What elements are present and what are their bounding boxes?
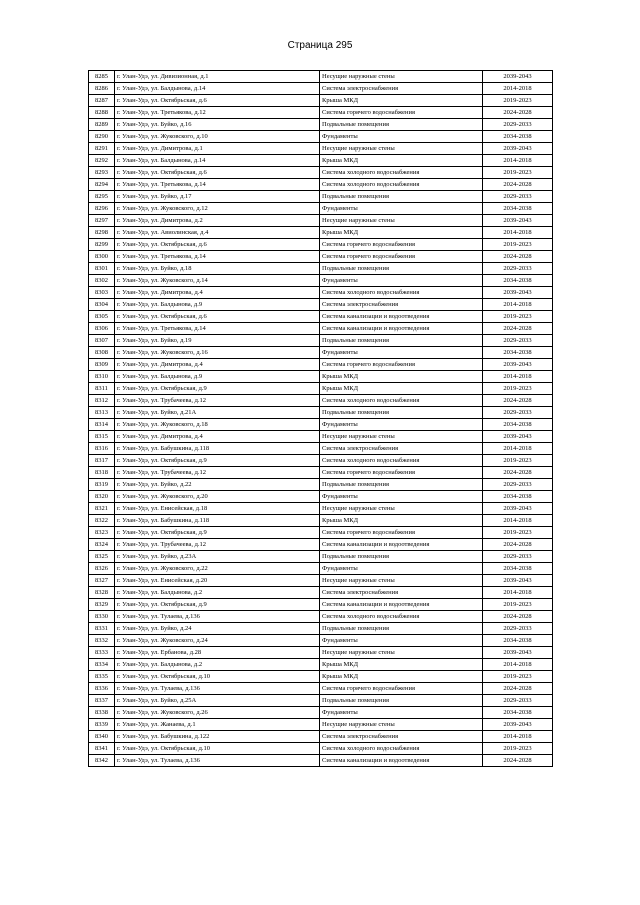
- work-type-cell: Фундаменты: [320, 131, 483, 143]
- row-number-cell: 8298: [89, 227, 115, 239]
- row-number-cell: 8306: [89, 323, 115, 335]
- period-cell: 2019-2023: [483, 599, 553, 611]
- row-number-cell: 8321: [89, 503, 115, 515]
- row-number-cell: 8286: [89, 83, 115, 95]
- table-row: [89, 515, 553, 527]
- row-number-cell: 8312: [89, 395, 115, 407]
- work-type-cell: Крыша МКД: [320, 155, 483, 167]
- address-cell: г. Улан-Удэ, ул. Балдынова, д.2: [115, 587, 320, 599]
- work-type-cell: Система горячего водоснабжения: [320, 527, 483, 539]
- row-number-cell: 8319: [89, 479, 115, 491]
- work-type-cell: Подвальные помещения: [320, 695, 483, 707]
- address-cell: г. Улан-Удэ, ул. Третьякова, д.14: [115, 179, 320, 191]
- address-cell: г. Улан-Удэ, ул. Енисейская, д.18: [115, 503, 320, 515]
- period-cell: 2019-2023: [483, 239, 553, 251]
- period-cell: 2019-2023: [483, 95, 553, 107]
- work-type-cell: Система канализации и водоотведения: [320, 323, 483, 335]
- row-number-cell: 8334: [89, 659, 115, 671]
- table-row: [89, 623, 553, 635]
- table-row: [89, 383, 553, 395]
- table-row: [89, 467, 553, 479]
- row-number-cell: 8285: [89, 71, 115, 83]
- address-cell: г. Улан-Удэ, ул. Буйко, д.21А: [115, 407, 320, 419]
- period-cell: 2014-2018: [483, 587, 553, 599]
- work-type-cell: Несущие наружные стены: [320, 719, 483, 731]
- repair-schedule-table: [88, 70, 553, 767]
- table-row: [89, 335, 553, 347]
- table-row: [89, 635, 553, 647]
- row-number-cell: 8309: [89, 359, 115, 371]
- work-type-cell: Система канализации и водоотведения: [320, 599, 483, 611]
- address-cell: г. Улан-Удэ, ул. Жуковского, д.26: [115, 707, 320, 719]
- address-cell: г. Улан-Удэ, ул. Третьякова, д.14: [115, 251, 320, 263]
- row-number-cell: 8322: [89, 515, 115, 527]
- table-row: [89, 575, 553, 587]
- work-type-cell: Подвальные помещения: [320, 191, 483, 203]
- address-cell: г. Улан-Удэ, ул. Жуковского, д.12: [115, 203, 320, 215]
- work-type-cell: Система горячего водоснабжения: [320, 359, 483, 371]
- period-cell: 2039-2043: [483, 359, 553, 371]
- period-cell: 2014-2018: [483, 659, 553, 671]
- table-row: [89, 119, 553, 131]
- address-cell: г. Улан-Удэ, ул. Тулаева, д.136: [115, 755, 320, 767]
- table-row: [89, 455, 553, 467]
- work-type-cell: Система горячего водоснабжения: [320, 683, 483, 695]
- row-number-cell: 8336: [89, 683, 115, 695]
- work-type-cell: Крыша МКД: [320, 515, 483, 527]
- row-number-cell: 8339: [89, 719, 115, 731]
- table-row: [89, 227, 553, 239]
- row-number-cell: 8291: [89, 143, 115, 155]
- work-type-cell: Фундаменты: [320, 707, 483, 719]
- table-row: [89, 371, 553, 383]
- period-cell: 2034-2038: [483, 131, 553, 143]
- address-cell: г. Улан-Удэ, ул. Октябрьская, д.6: [115, 239, 320, 251]
- table-row: [89, 551, 553, 563]
- work-type-cell: Система электроснабжения: [320, 443, 483, 455]
- period-cell: 2019-2023: [483, 167, 553, 179]
- work-type-cell: Система холодного водоснабжения: [320, 287, 483, 299]
- work-type-cell: Несущие наружные стены: [320, 503, 483, 515]
- work-type-cell: Система электроснабжения: [320, 587, 483, 599]
- row-number-cell: 8325: [89, 551, 115, 563]
- work-type-cell: Подвальные помещения: [320, 479, 483, 491]
- address-cell: г. Улан-Удэ, ул. Жуковского, д.18: [115, 419, 320, 431]
- work-type-cell: Подвальные помещения: [320, 119, 483, 131]
- table-row: [89, 71, 553, 83]
- address-cell: г. Улан-Удэ, ул. Октябрьская, д.9: [115, 599, 320, 611]
- row-number-cell: 8310: [89, 371, 115, 383]
- address-cell: г. Улан-Удэ, ул. Октябрьская, д.6: [115, 311, 320, 323]
- period-cell: 2019-2023: [483, 455, 553, 467]
- period-cell: 2029-2033: [483, 479, 553, 491]
- period-cell: 2024-2028: [483, 323, 553, 335]
- work-type-cell: Фундаменты: [320, 563, 483, 575]
- work-type-cell: Несущие наружные стены: [320, 143, 483, 155]
- work-type-cell: Крыша МКД: [320, 659, 483, 671]
- period-cell: 2019-2023: [483, 383, 553, 395]
- period-cell: 2024-2028: [483, 251, 553, 263]
- period-cell: 2024-2028: [483, 683, 553, 695]
- period-cell: 2034-2038: [483, 347, 553, 359]
- row-number-cell: 8305: [89, 311, 115, 323]
- period-cell: 2029-2033: [483, 695, 553, 707]
- table-row: [89, 743, 553, 755]
- table-row: [89, 83, 553, 95]
- table-row: [89, 287, 553, 299]
- table-row: [89, 491, 553, 503]
- table-row: [89, 251, 553, 263]
- table-row: [89, 263, 553, 275]
- table-row: [89, 719, 553, 731]
- address-cell: г. Улан-Удэ, ул. Третьякова, д.12: [115, 107, 320, 119]
- table-row: [89, 143, 553, 155]
- work-type-cell: Крыша МКД: [320, 227, 483, 239]
- address-cell: г. Улан-Удэ, ул. Бабушкина, д.118: [115, 515, 320, 527]
- address-cell: г. Улан-Удэ, ул. Балдынова, д.2: [115, 659, 320, 671]
- work-type-cell: Система холодного водоснабжения: [320, 743, 483, 755]
- row-number-cell: 8323: [89, 527, 115, 539]
- address-cell: г. Улан-Удэ, ул. Димитрова, д.4: [115, 359, 320, 371]
- period-cell: 2024-2028: [483, 179, 553, 191]
- address-cell: г. Улан-Удэ, ул. Дивизионная, д.1: [115, 71, 320, 83]
- work-type-cell: Система канализации и водоотведения: [320, 539, 483, 551]
- work-type-cell: Фундаменты: [320, 635, 483, 647]
- address-cell: г. Улан-Удэ, ул. Ербанова, д.28: [115, 647, 320, 659]
- table-row: [89, 707, 553, 719]
- period-cell: 2039-2043: [483, 143, 553, 155]
- period-cell: 2014-2018: [483, 155, 553, 167]
- work-type-cell: Система горячего водоснабжения: [320, 239, 483, 251]
- work-type-cell: Крыша МКД: [320, 95, 483, 107]
- work-type-cell: Система холодного водоснабжения: [320, 179, 483, 191]
- period-cell: 2019-2023: [483, 311, 553, 323]
- period-cell: 2024-2028: [483, 755, 553, 767]
- period-cell: 2029-2033: [483, 623, 553, 635]
- row-number-cell: 8289: [89, 119, 115, 131]
- table-row: [89, 167, 553, 179]
- period-cell: 2029-2033: [483, 263, 553, 275]
- address-cell: г. Улан-Удэ, ул. Димитрова, д.1: [115, 143, 320, 155]
- work-type-cell: Подвальные помещения: [320, 335, 483, 347]
- table-row: [89, 659, 553, 671]
- address-cell: г. Улан-Удэ, ул. Балдынова, д.9: [115, 299, 320, 311]
- row-number-cell: 8316: [89, 443, 115, 455]
- address-cell: г. Улан-Удэ, ул. Жуковского, д.10: [115, 131, 320, 143]
- table-row: [89, 107, 553, 119]
- table-row: [89, 131, 553, 143]
- table-row: [89, 611, 553, 623]
- row-number-cell: 8333: [89, 647, 115, 659]
- row-number-cell: 8342: [89, 755, 115, 767]
- table-row: [89, 275, 553, 287]
- address-cell: г. Улан-Удэ, ул. Енисейская, д.20: [115, 575, 320, 587]
- table-row: [89, 215, 553, 227]
- period-cell: 2019-2023: [483, 743, 553, 755]
- table-row: [89, 347, 553, 359]
- address-cell: г. Улан-Удэ, ул. Буйко, д.25А: [115, 695, 320, 707]
- period-cell: 2034-2038: [483, 203, 553, 215]
- row-number-cell: 8303: [89, 287, 115, 299]
- address-cell: г. Улан-Удэ, ул. Димитрова, д.4: [115, 431, 320, 443]
- period-cell: 2014-2018: [483, 515, 553, 527]
- period-cell: 2039-2043: [483, 575, 553, 587]
- work-type-cell: Система горячего водоснабжения: [320, 251, 483, 263]
- work-type-cell: Система канализации и водоотведения: [320, 311, 483, 323]
- period-cell: 2024-2028: [483, 467, 553, 479]
- work-type-cell: Несущие наружные стены: [320, 431, 483, 443]
- row-number-cell: 8304: [89, 299, 115, 311]
- row-number-cell: 8337: [89, 695, 115, 707]
- address-cell: г. Улан-Удэ, ул. Буйко, д.24: [115, 623, 320, 635]
- row-number-cell: 8307: [89, 335, 115, 347]
- work-type-cell: Крыша МКД: [320, 371, 483, 383]
- address-cell: г. Улан-Удэ, ул. Балдынова, д.9: [115, 371, 320, 383]
- period-cell: 2029-2033: [483, 335, 553, 347]
- period-cell: 2014-2018: [483, 443, 553, 455]
- row-number-cell: 8287: [89, 95, 115, 107]
- address-cell: г. Улан-Удэ, ул. Октябрьская, д.9: [115, 527, 320, 539]
- table-row: [89, 323, 553, 335]
- work-type-cell: Несущие наружные стены: [320, 215, 483, 227]
- address-cell: г. Улан-Удэ, ул. Буйко, д.18: [115, 263, 320, 275]
- address-cell: г. Улан-Удэ, ул. Трубачеева, д.12: [115, 539, 320, 551]
- period-cell: 2014-2018: [483, 299, 553, 311]
- address-cell: г. Улан-Удэ, ул. Балдынова, д.14: [115, 155, 320, 167]
- period-cell: 2039-2043: [483, 215, 553, 227]
- row-number-cell: 8326: [89, 563, 115, 575]
- period-cell: 2014-2018: [483, 371, 553, 383]
- row-number-cell: 8308: [89, 347, 115, 359]
- period-cell: 2014-2018: [483, 731, 553, 743]
- work-type-cell: Фундаменты: [320, 203, 483, 215]
- table-row: [89, 671, 553, 683]
- row-number-cell: 8290: [89, 131, 115, 143]
- table-row: [89, 395, 553, 407]
- period-cell: 2014-2018: [483, 227, 553, 239]
- row-number-cell: 8320: [89, 491, 115, 503]
- address-cell: г. Улан-Удэ, ул. Буйко, д.22: [115, 479, 320, 491]
- table-row: [89, 503, 553, 515]
- work-type-cell: Подвальные помещения: [320, 623, 483, 635]
- work-type-cell: Система электроснабжения: [320, 299, 483, 311]
- period-cell: 2034-2038: [483, 419, 553, 431]
- table-row: [89, 311, 553, 323]
- work-type-cell: Подвальные помещения: [320, 551, 483, 563]
- address-cell: г. Улан-Удэ, ул. Третьякова, д.14: [115, 323, 320, 335]
- row-number-cell: 8300: [89, 251, 115, 263]
- row-number-cell: 8335: [89, 671, 115, 683]
- row-number-cell: 8332: [89, 635, 115, 647]
- period-cell: 2039-2043: [483, 719, 553, 731]
- address-cell: г. Улан-Удэ, ул. Димитрова, д.4: [115, 287, 320, 299]
- period-cell: 2024-2028: [483, 107, 553, 119]
- page-title: Страница 295: [287, 40, 353, 51]
- table-row: [89, 731, 553, 743]
- period-cell: 2019-2023: [483, 671, 553, 683]
- table-row: [89, 95, 553, 107]
- work-type-cell: Система холодного водоснабжения: [320, 167, 483, 179]
- work-type-cell: Несущие наружные стены: [320, 575, 483, 587]
- row-number-cell: 8324: [89, 539, 115, 551]
- row-number-cell: 8299: [89, 239, 115, 251]
- address-cell: г. Улан-Удэ, ул. Октябрьская, д.6: [115, 167, 320, 179]
- period-cell: 2039-2043: [483, 431, 553, 443]
- table-row: [89, 539, 553, 551]
- row-number-cell: 8315: [89, 431, 115, 443]
- address-cell: г. Улан-Удэ, ул. Тулаева, д.136: [115, 683, 320, 695]
- work-type-cell: Фундаменты: [320, 419, 483, 431]
- row-number-cell: 8331: [89, 623, 115, 635]
- row-number-cell: 8328: [89, 587, 115, 599]
- address-cell: г. Улан-Удэ, ул. Жуковского, д.22: [115, 563, 320, 575]
- period-cell: 2034-2038: [483, 491, 553, 503]
- address-cell: г. Улан-Удэ, ул. Буйко, д.23А: [115, 551, 320, 563]
- row-number-cell: 8329: [89, 599, 115, 611]
- address-cell: г. Улан-Удэ, ул. Балдынова, д.14: [115, 83, 320, 95]
- period-cell: 2034-2038: [483, 275, 553, 287]
- work-type-cell: Система холодного водоснабжения: [320, 455, 483, 467]
- work-type-cell: Система горячего водоснабжения: [320, 467, 483, 479]
- table-row: [89, 587, 553, 599]
- row-number-cell: 8313: [89, 407, 115, 419]
- row-number-cell: 8292: [89, 155, 115, 167]
- work-type-cell: Подвальные помещения: [320, 407, 483, 419]
- period-cell: 2039-2043: [483, 287, 553, 299]
- table-row: [89, 599, 553, 611]
- table-row: [89, 527, 553, 539]
- period-cell: 2014-2018: [483, 83, 553, 95]
- period-cell: 2039-2043: [483, 503, 553, 515]
- period-cell: 2034-2038: [483, 707, 553, 719]
- work-type-cell: Подвальные помещения: [320, 263, 483, 275]
- table-row: [89, 683, 553, 695]
- address-cell: г. Улан-Удэ, ул. Буйко, д.17: [115, 191, 320, 203]
- work-type-cell: Система канализации и водоотведения: [320, 755, 483, 767]
- address-cell: г. Улан-Удэ, ул. Димитрова, д.2: [115, 215, 320, 227]
- row-number-cell: 8293: [89, 167, 115, 179]
- table-row: [89, 239, 553, 251]
- work-type-cell: Система холодного водоснабжения: [320, 395, 483, 407]
- address-cell: г. Улан-Удэ, ул. Бабушкина, д.122: [115, 731, 320, 743]
- address-cell: г. Улан-Удэ, ул. Бабушкина, д.118: [115, 443, 320, 455]
- table-row: [89, 443, 553, 455]
- work-type-cell: Крыша МКД: [320, 383, 483, 395]
- table-row: [89, 419, 553, 431]
- period-cell: 2029-2033: [483, 191, 553, 203]
- address-cell: г. Улан-Удэ, ул. Буйко, д.19: [115, 335, 320, 347]
- table-row: [89, 299, 553, 311]
- row-number-cell: 8314: [89, 419, 115, 431]
- table-row: [89, 359, 553, 371]
- address-cell: г. Улан-Удэ, ул. Жуковского, д.14: [115, 275, 320, 287]
- address-cell: г. Улан-Удэ, ул. Авиолинская, д.4: [115, 227, 320, 239]
- address-cell: г. Улан-Удэ, ул. Жуковского, д.20: [115, 491, 320, 503]
- address-cell: г. Улан-Удэ, ул. Жуковского, д.16: [115, 347, 320, 359]
- address-cell: г. Улан-Удэ, ул. Октябрьская, д.9: [115, 455, 320, 467]
- period-cell: 2039-2043: [483, 71, 553, 83]
- work-type-cell: Система электроснабжения: [320, 731, 483, 743]
- table-body: [89, 71, 553, 767]
- row-number-cell: 8294: [89, 179, 115, 191]
- period-cell: 2039-2043: [483, 647, 553, 659]
- row-number-cell: 8295: [89, 191, 115, 203]
- period-cell: 2019-2023: [483, 527, 553, 539]
- period-cell: 2034-2038: [483, 635, 553, 647]
- row-number-cell: 8288: [89, 107, 115, 119]
- table-row: [89, 203, 553, 215]
- table-row: [89, 563, 553, 575]
- work-type-cell: Фундаменты: [320, 275, 483, 287]
- address-cell: г. Улан-Удэ, ул. Октябрьская, д.10: [115, 743, 320, 755]
- work-type-cell: Несущие наружные стены: [320, 71, 483, 83]
- work-type-cell: Фундаменты: [320, 491, 483, 503]
- row-number-cell: 8317: [89, 455, 115, 467]
- table-row: [89, 179, 553, 191]
- row-number-cell: 8302: [89, 275, 115, 287]
- period-cell: 2029-2033: [483, 551, 553, 563]
- address-cell: г. Улан-Удэ, ул. Трубачеева, д.12: [115, 467, 320, 479]
- work-type-cell: Фундаменты: [320, 347, 483, 359]
- work-type-cell: Система электроснабжения: [320, 83, 483, 95]
- table-row: [89, 695, 553, 707]
- row-number-cell: 8338: [89, 707, 115, 719]
- table-row: [89, 479, 553, 491]
- work-type-cell: Несущие наружные стены: [320, 647, 483, 659]
- table-row: [89, 431, 553, 443]
- address-cell: г. Улан-Удэ, ул. Октябрьская, д.6: [115, 95, 320, 107]
- table-row: [89, 647, 553, 659]
- row-number-cell: 8311: [89, 383, 115, 395]
- period-cell: 2029-2033: [483, 119, 553, 131]
- row-number-cell: 8340: [89, 731, 115, 743]
- period-cell: 2029-2033: [483, 407, 553, 419]
- work-type-cell: Система холодного водоснабжения: [320, 611, 483, 623]
- address-cell: г. Улан-Удэ, ул. Буйко, д.16: [115, 119, 320, 131]
- work-type-cell: Крыша МКД: [320, 671, 483, 683]
- address-cell: г. Улан-Удэ, ул. Жуковского, д.24: [115, 635, 320, 647]
- row-number-cell: 8318: [89, 467, 115, 479]
- table-row: [89, 755, 553, 767]
- row-number-cell: 8296: [89, 203, 115, 215]
- row-number-cell: 8341: [89, 743, 115, 755]
- period-cell: 2024-2028: [483, 395, 553, 407]
- row-number-cell: 8297: [89, 215, 115, 227]
- row-number-cell: 8301: [89, 263, 115, 275]
- row-number-cell: 8330: [89, 611, 115, 623]
- row-number-cell: 8327: [89, 575, 115, 587]
- address-cell: г. Улан-Удэ, ул. Октябрьская, д.9: [115, 383, 320, 395]
- work-type-cell: Система горячего водоснабжения: [320, 107, 483, 119]
- address-cell: г. Улан-Удэ, ул. Трубачеева, д.12: [115, 395, 320, 407]
- table-row: [89, 191, 553, 203]
- table-row: [89, 407, 553, 419]
- address-cell: г. Улан-Удэ, ул. Октябрьская, д.10: [115, 671, 320, 683]
- table-row: [89, 155, 553, 167]
- address-cell: г. Улан-Удэ, ул. Тулаева, д.136: [115, 611, 320, 623]
- period-cell: 2024-2028: [483, 611, 553, 623]
- address-cell: г. Улан-Удэ, ул. Жанаева, д.1: [115, 719, 320, 731]
- period-cell: 2034-2038: [483, 563, 553, 575]
- period-cell: 2024-2028: [483, 539, 553, 551]
